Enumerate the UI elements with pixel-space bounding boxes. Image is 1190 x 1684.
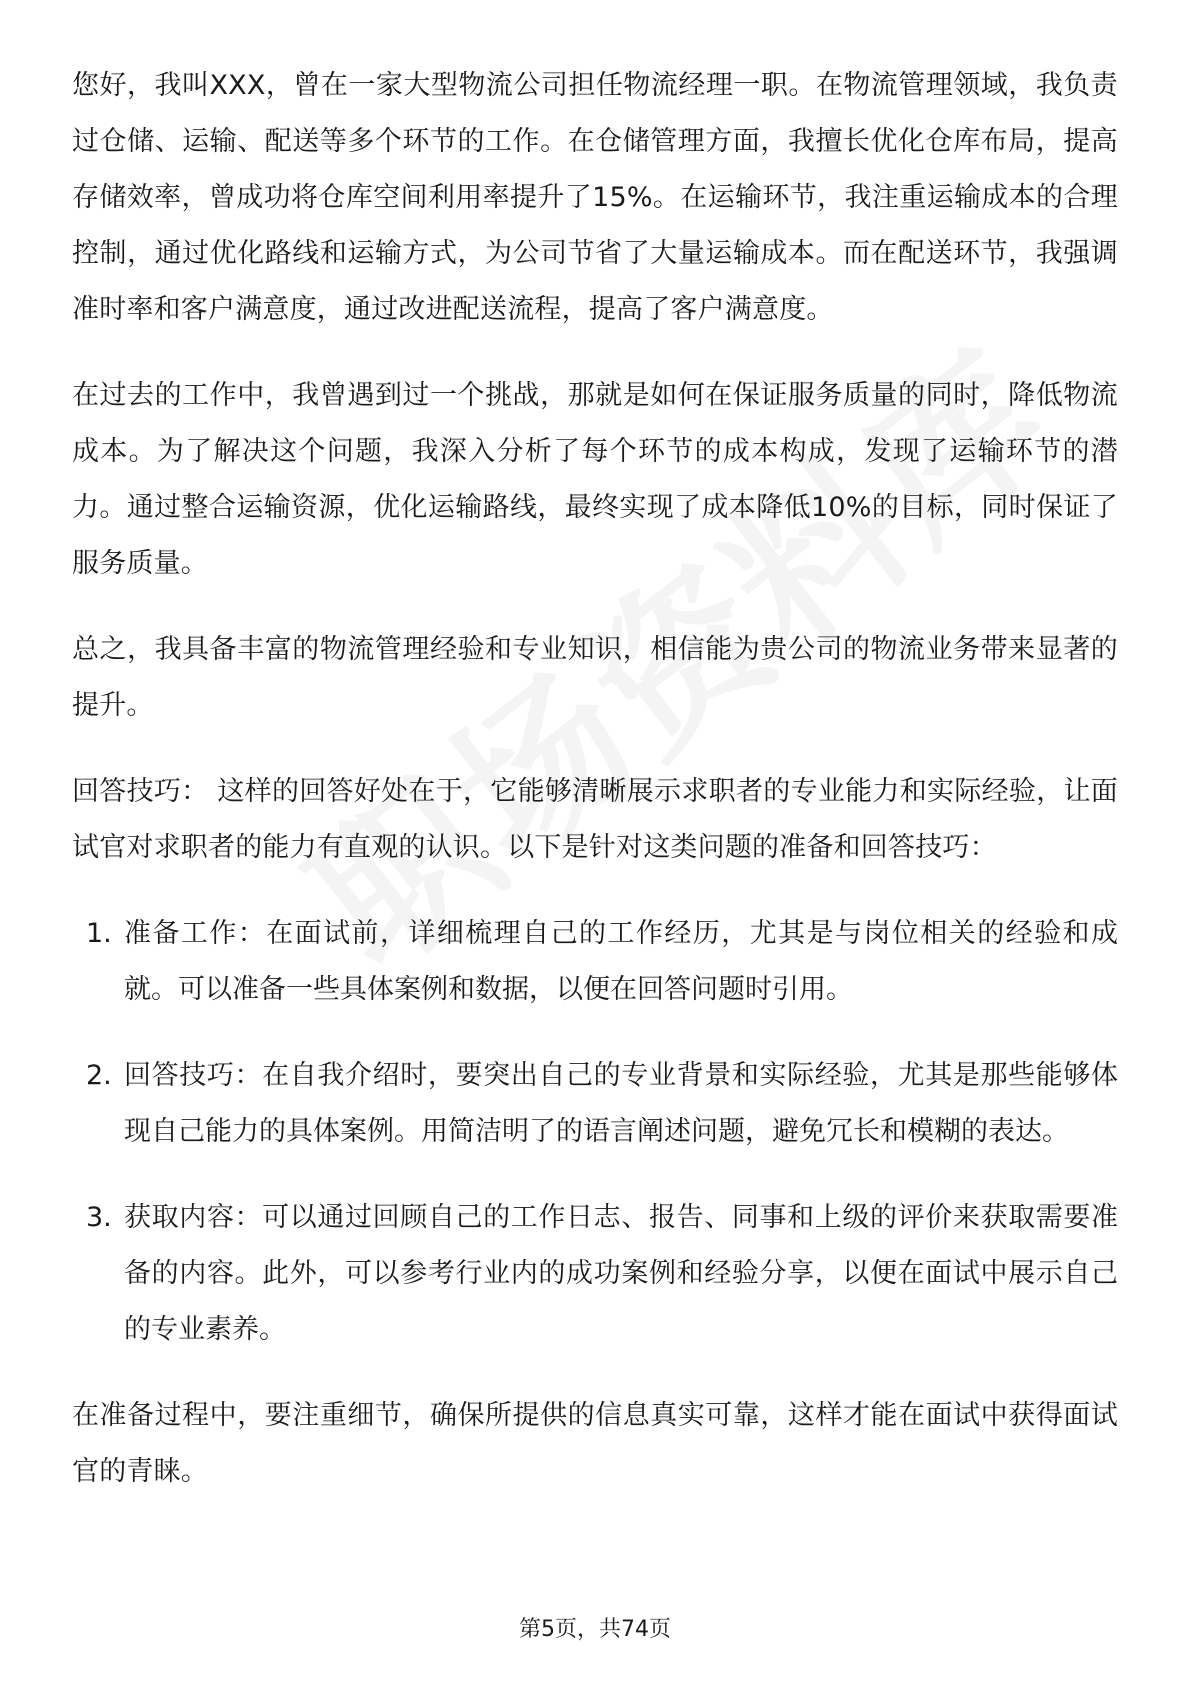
paragraph-challenge: 在过去的工作中，我曾遇到过一个挑战，那就是如何在保证服务质量的同时，降低物流成本。为了解决这个问题，我深入分析了每个环节的成本构成，发现了运输环节的潜力。通过整合运输资源，优化运输路线，最终实现了成本降低10%的目标，同时保证了服务质量。 (72, 380, 1118, 579)
list-item-number: 3. (86, 1202, 112, 1233)
paragraph-summary: 总之，我具备丰富的物流管理经验和专业知识，相信能为贵公司的物流业务带来显著的提升。 (72, 634, 1118, 721)
list-item-number: 1. (86, 918, 112, 949)
list-item (72, 906, 1118, 1018)
paragraph-closing: 在准备过程中，要注重细节，确保所提供的信息真实可靠，这样才能在面试中获得面试官的青睐。 (72, 1400, 1118, 1487)
document-body (72, 58, 1118, 1530)
list-item-text: 准备工作：在面试前，详细梳理自己的工作经历，尤其是与岗位相关的经验和成就。可以准备一些具体案例和数据，以便在回答问题时引用。 (124, 918, 1118, 1005)
page-number-footer: 第5页，共74页 (519, 1617, 671, 1642)
list-item-text: 回答技巧：在自我介绍时，要突出自己的专业背景和实际经验，尤其是那些能够体现自己能力的具体案例。用简洁明了的语言阐述问题，避免冗长和模糊的表达。 (124, 1060, 1118, 1147)
tips-list (72, 906, 1118, 1358)
list-item (72, 1048, 1118, 1160)
list-item-text: 获取内容：可以通过回顾自己的工作日志、报告、同事和上级的评价来获取需要准备的内容。此外，可以参考行业内的成功案例和经验分享，以便在面试中展示自己的专业素养。 (124, 1202, 1118, 1345)
paragraph-answer-tips: 回答技巧： 这样的回答好处在于，它能够清晰展示求职者的专业能力和实际经验，让面试官对求职者的能力有直观的认识。以下是针对这类问题的准备和回答技巧： (72, 776, 1118, 863)
list-item-number: 2. (86, 1060, 112, 1091)
paragraph-intro: 您好，我叫XXX，曾在一家大型物流公司担任物流经理一职。在物流管理领域，我负责过仓储、运输、配送等多个环节的工作。在仓储管理方面，我擅长优化仓库布局，提高存储效率，曾成功将仓库空间利用率提升了15%。在运输环节，我注重运输成本的合理控制，通过优化路线和运输方式，为公司节省了大量运输成本。而在配送环节，我强调准时率和客户满意度，通过改进配送流程，提高了客户满意度。 (72, 70, 1118, 325)
list-item (72, 1190, 1118, 1358)
